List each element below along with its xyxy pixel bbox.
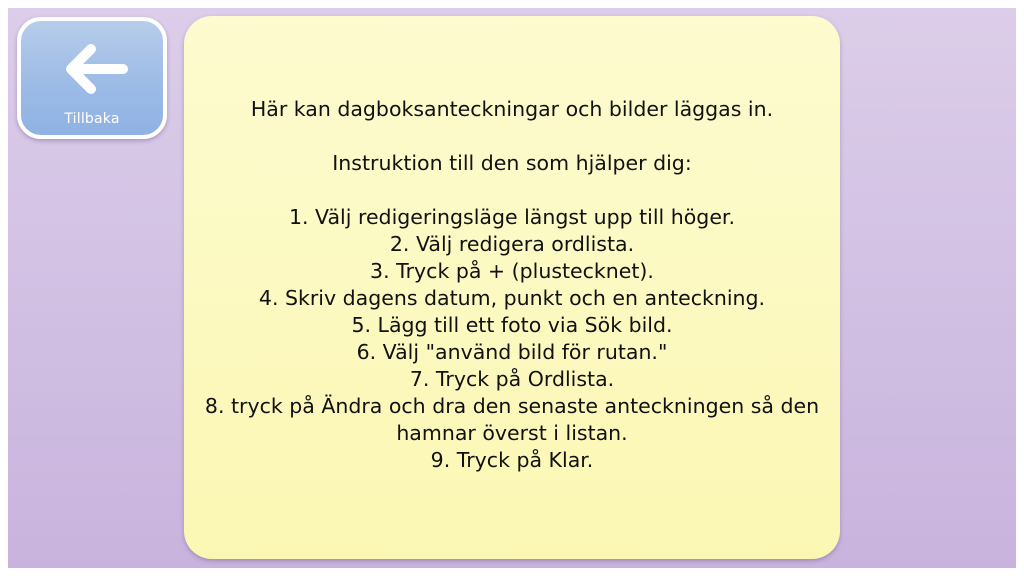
instruction-step: 1. Välj redigeringsläge längst upp till höger.: [288, 205, 735, 229]
back-button[interactable]: [17, 17, 167, 139]
instruction-steps: [202, 204, 822, 474]
info-card: [184, 16, 840, 559]
app-screen: [8, 8, 1016, 568]
instruction-step: 8. tryck på Ändra och dra den senaste anteckningen så den hamnar överst i listan.: [204, 394, 820, 445]
instruction-step: 4. Skriv dagens datum, punkt och en anteckning.: [258, 286, 766, 310]
instruction-heading: Instruktion till den som hjälper dig:: [332, 151, 692, 175]
back-button-label: Tillbaka: [64, 111, 120, 127]
instruction-step: 6. Välj "använd bild för rutan.": [356, 340, 668, 364]
intro-text: Här kan dagboksanteckningar och bilder läggas in.: [250, 97, 774, 121]
instruction-step: 9. Tryck på Klar.: [430, 448, 594, 472]
instruction-step: 3. Tryck på + (plustecknet).: [370, 259, 654, 283]
instruction-step: 5. Lägg till ett foto via Sök bild.: [351, 313, 673, 337]
arrow-left-icon: [59, 41, 131, 97]
instruction-step: 2. Välj redigera ordlista.: [389, 232, 635, 256]
instruction-step: 7. Tryck på Ordlista.: [409, 367, 615, 391]
info-text: [184, 96, 840, 474]
